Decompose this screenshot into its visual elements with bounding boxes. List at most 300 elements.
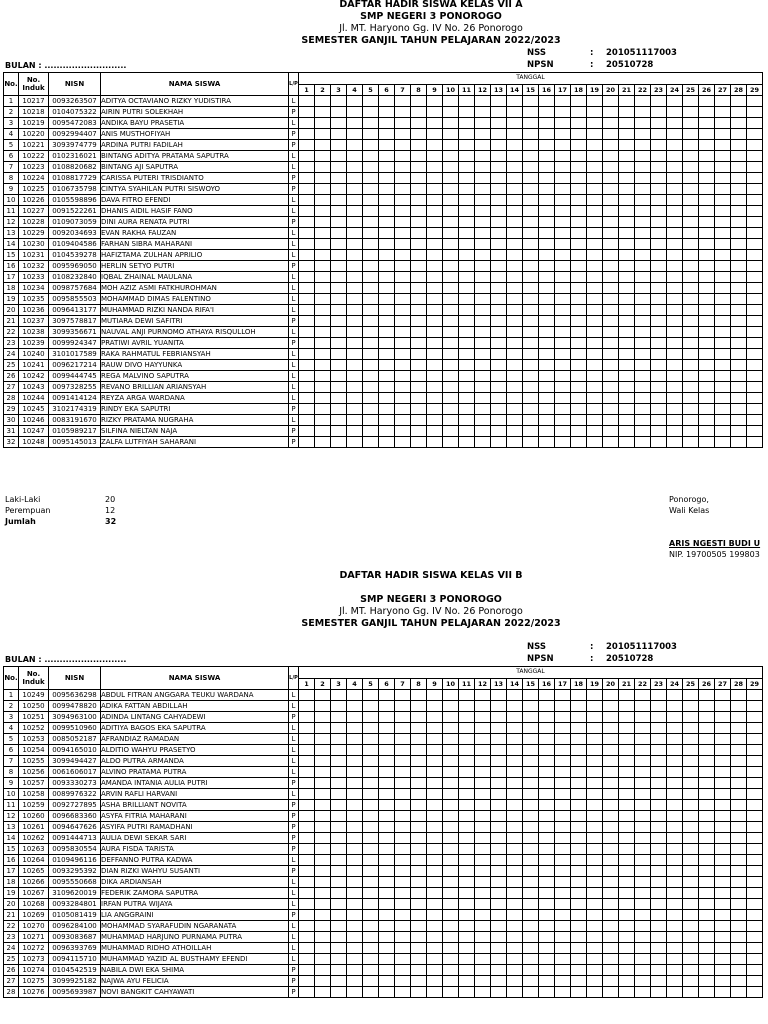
attendance-cell[interactable] [347,888,363,899]
attendance-cell[interactable] [587,767,603,778]
attendance-cell[interactable] [619,118,635,129]
attendance-cell[interactable] [411,239,427,250]
attendance-cell[interactable] [731,745,747,756]
attendance-cell[interactable] [603,118,619,129]
attendance-cell[interactable] [315,173,331,184]
attendance-cell[interactable] [619,822,635,833]
attendance-cell[interactable] [443,338,459,349]
attendance-cell[interactable] [443,987,459,998]
attendance-cell[interactable] [363,393,379,404]
attendance-cell[interactable] [507,877,523,888]
attendance-cell[interactable] [411,426,427,437]
attendance-cell[interactable] [683,745,699,756]
attendance-cell[interactable] [299,382,315,393]
attendance-cell[interactable] [683,261,699,272]
attendance-cell[interactable] [635,305,651,316]
attendance-cell[interactable] [523,987,539,998]
attendance-cell[interactable] [603,899,619,910]
attendance-cell[interactable] [603,349,619,360]
attendance-cell[interactable] [491,261,507,272]
attendance-cell[interactable] [651,96,667,107]
attendance-cell[interactable] [395,404,411,415]
attendance-cell[interactable] [715,976,731,987]
attendance-cell[interactable] [747,844,763,855]
attendance-cell[interactable] [555,932,571,943]
attendance-cell[interactable] [651,426,667,437]
attendance-cell[interactable] [731,899,747,910]
attendance-cell[interactable] [299,767,315,778]
attendance-cell[interactable] [635,954,651,965]
attendance-cell[interactable] [443,712,459,723]
attendance-cell[interactable] [555,811,571,822]
attendance-cell[interactable] [395,943,411,954]
attendance-cell[interactable] [587,844,603,855]
attendance-cell[interactable] [411,756,427,767]
attendance-cell[interactable] [347,305,363,316]
attendance-cell[interactable] [635,140,651,151]
attendance-cell[interactable] [491,415,507,426]
attendance-cell[interactable] [699,789,715,800]
attendance-cell[interactable] [347,844,363,855]
attendance-cell[interactable] [379,250,395,261]
attendance-cell[interactable] [315,261,331,272]
attendance-cell[interactable] [699,899,715,910]
attendance-cell[interactable] [411,250,427,261]
attendance-cell[interactable] [699,767,715,778]
attendance-cell[interactable] [395,954,411,965]
attendance-cell[interactable] [443,217,459,228]
attendance-cell[interactable] [635,107,651,118]
attendance-cell[interactable] [459,943,475,954]
attendance-cell[interactable] [427,712,443,723]
attendance-cell[interactable] [379,195,395,206]
attendance-cell[interactable] [427,228,443,239]
attendance-cell[interactable] [731,327,747,338]
attendance-cell[interactable] [347,767,363,778]
attendance-cell[interactable] [507,789,523,800]
attendance-cell[interactable] [475,734,491,745]
attendance-cell[interactable] [747,404,763,415]
attendance-cell[interactable] [651,184,667,195]
attendance-cell[interactable] [443,327,459,338]
attendance-cell[interactable] [667,382,683,393]
attendance-cell[interactable] [507,756,523,767]
attendance-cell[interactable] [507,888,523,899]
attendance-cell[interactable] [651,261,667,272]
attendance-cell[interactable] [555,96,571,107]
attendance-cell[interactable] [747,250,763,261]
attendance-cell[interactable] [683,800,699,811]
attendance-cell[interactable] [363,855,379,866]
attendance-cell[interactable] [363,712,379,723]
attendance-cell[interactable] [459,184,475,195]
attendance-cell[interactable] [443,360,459,371]
attendance-cell[interactable] [443,734,459,745]
attendance-cell[interactable] [667,921,683,932]
attendance-cell[interactable] [443,415,459,426]
attendance-cell[interactable] [363,107,379,118]
attendance-cell[interactable] [475,382,491,393]
attendance-cell[interactable] [491,107,507,118]
attendance-cell[interactable] [507,833,523,844]
attendance-cell[interactable] [603,393,619,404]
attendance-cell[interactable] [491,173,507,184]
attendance-cell[interactable] [699,327,715,338]
attendance-cell[interactable] [299,305,315,316]
attendance-cell[interactable] [667,118,683,129]
attendance-cell[interactable] [459,690,475,701]
attendance-cell[interactable] [667,690,683,701]
attendance-cell[interactable] [315,217,331,228]
attendance-cell[interactable] [555,789,571,800]
attendance-cell[interactable] [379,844,395,855]
attendance-cell[interactable] [299,833,315,844]
attendance-cell[interactable] [603,294,619,305]
attendance-cell[interactable] [619,162,635,173]
attendance-cell[interactable] [379,767,395,778]
attendance-cell[interactable] [587,855,603,866]
attendance-cell[interactable] [315,195,331,206]
attendance-cell[interactable] [347,360,363,371]
attendance-cell[interactable] [619,833,635,844]
attendance-cell[interactable] [539,217,555,228]
attendance-cell[interactable] [555,349,571,360]
attendance-cell[interactable] [715,723,731,734]
attendance-cell[interactable] [395,712,411,723]
attendance-cell[interactable] [395,338,411,349]
attendance-cell[interactable] [315,800,331,811]
attendance-cell[interactable] [331,316,347,327]
attendance-cell[interactable] [491,712,507,723]
attendance-cell[interactable] [411,173,427,184]
attendance-cell[interactable] [619,404,635,415]
attendance-cell[interactable] [683,217,699,228]
attendance-cell[interactable] [699,778,715,789]
attendance-cell[interactable] [571,272,587,283]
attendance-cell[interactable] [315,734,331,745]
attendance-cell[interactable] [395,371,411,382]
attendance-cell[interactable] [427,954,443,965]
attendance-cell[interactable] [747,195,763,206]
attendance-cell[interactable] [699,217,715,228]
attendance-cell[interactable] [331,206,347,217]
attendance-cell[interactable] [683,833,699,844]
attendance-cell[interactable] [395,173,411,184]
attendance-cell[interactable] [395,261,411,272]
attendance-cell[interactable] [539,811,555,822]
attendance-cell[interactable] [651,800,667,811]
attendance-cell[interactable] [491,888,507,899]
attendance-cell[interactable] [667,844,683,855]
attendance-cell[interactable] [363,404,379,415]
attendance-cell[interactable] [651,833,667,844]
attendance-cell[interactable] [363,833,379,844]
attendance-cell[interactable] [507,844,523,855]
attendance-cell[interactable] [635,822,651,833]
attendance-cell[interactable] [555,690,571,701]
attendance-cell[interactable] [331,338,347,349]
attendance-cell[interactable] [379,822,395,833]
attendance-cell[interactable] [523,822,539,833]
attendance-cell[interactable] [603,173,619,184]
attendance-cell[interactable] [507,910,523,921]
attendance-cell[interactable] [555,888,571,899]
attendance-cell[interactable] [523,382,539,393]
attendance-cell[interactable] [603,954,619,965]
attendance-cell[interactable] [475,415,491,426]
attendance-cell[interactable] [379,954,395,965]
attendance-cell[interactable] [683,129,699,140]
attendance-cell[interactable] [635,734,651,745]
attendance-cell[interactable] [539,107,555,118]
attendance-cell[interactable] [331,789,347,800]
attendance-cell[interactable] [555,943,571,954]
attendance-cell[interactable] [587,360,603,371]
attendance-cell[interactable] [523,305,539,316]
attendance-cell[interactable] [651,910,667,921]
attendance-cell[interactable] [331,162,347,173]
attendance-cell[interactable] [299,371,315,382]
attendance-cell[interactable] [507,866,523,877]
attendance-cell[interactable] [363,745,379,756]
attendance-cell[interactable] [587,954,603,965]
attendance-cell[interactable] [507,976,523,987]
attendance-cell[interactable] [747,899,763,910]
attendance-cell[interactable] [491,338,507,349]
attendance-cell[interactable] [603,162,619,173]
attendance-cell[interactable] [555,987,571,998]
attendance-cell[interactable] [347,261,363,272]
attendance-cell[interactable] [459,151,475,162]
attendance-cell[interactable] [315,206,331,217]
attendance-cell[interactable] [651,921,667,932]
attendance-cell[interactable] [475,888,491,899]
attendance-cell[interactable] [667,932,683,943]
attendance-cell[interactable] [395,294,411,305]
attendance-cell[interactable] [619,877,635,888]
attendance-cell[interactable] [395,701,411,712]
attendance-cell[interactable] [683,822,699,833]
attendance-cell[interactable] [731,173,747,184]
attendance-cell[interactable] [731,767,747,778]
attendance-cell[interactable] [635,987,651,998]
attendance-cell[interactable] [523,723,539,734]
attendance-cell[interactable] [603,767,619,778]
attendance-cell[interactable] [619,338,635,349]
attendance-cell[interactable] [571,206,587,217]
attendance-cell[interactable] [523,866,539,877]
attendance-cell[interactable] [491,217,507,228]
attendance-cell[interactable] [651,954,667,965]
attendance-cell[interactable] [507,404,523,415]
attendance-cell[interactable] [331,393,347,404]
attendance-cell[interactable] [379,107,395,118]
attendance-cell[interactable] [635,778,651,789]
attendance-cell[interactable] [443,393,459,404]
attendance-cell[interactable] [747,316,763,327]
attendance-cell[interactable] [715,96,731,107]
attendance-cell[interactable] [587,899,603,910]
attendance-cell[interactable] [715,327,731,338]
attendance-cell[interactable] [411,228,427,239]
attendance-cell[interactable] [715,910,731,921]
attendance-cell[interactable] [747,305,763,316]
attendance-cell[interactable] [299,712,315,723]
attendance-cell[interactable] [635,272,651,283]
attendance-cell[interactable] [299,129,315,140]
attendance-cell[interactable] [555,250,571,261]
attendance-cell[interactable] [411,261,427,272]
attendance-cell[interactable] [523,734,539,745]
attendance-cell[interactable] [587,382,603,393]
attendance-cell[interactable] [715,349,731,360]
attendance-cell[interactable] [315,107,331,118]
attendance-cell[interactable] [395,745,411,756]
attendance-cell[interactable] [363,778,379,789]
attendance-cell[interactable] [315,327,331,338]
attendance-cell[interactable] [299,118,315,129]
attendance-cell[interactable] [587,327,603,338]
attendance-cell[interactable] [475,723,491,734]
attendance-cell[interactable] [587,272,603,283]
attendance-cell[interactable] [427,173,443,184]
attendance-cell[interactable] [667,723,683,734]
attendance-cell[interactable] [683,140,699,151]
attendance-cell[interactable] [331,855,347,866]
attendance-cell[interactable] [683,943,699,954]
attendance-cell[interactable] [507,855,523,866]
attendance-cell[interactable] [699,195,715,206]
attendance-cell[interactable] [555,206,571,217]
attendance-cell[interactable] [635,932,651,943]
attendance-cell[interactable] [555,855,571,866]
attendance-cell[interactable] [555,239,571,250]
attendance-cell[interactable] [539,206,555,217]
attendance-cell[interactable] [411,712,427,723]
attendance-cell[interactable] [363,261,379,272]
attendance-cell[interactable] [315,701,331,712]
attendance-cell[interactable] [379,349,395,360]
attendance-cell[interactable] [683,789,699,800]
attendance-cell[interactable] [427,382,443,393]
attendance-cell[interactable] [379,239,395,250]
attendance-cell[interactable] [491,162,507,173]
attendance-cell[interactable] [619,701,635,712]
attendance-cell[interactable] [539,866,555,877]
attendance-cell[interactable] [603,910,619,921]
attendance-cell[interactable] [683,976,699,987]
attendance-cell[interactable] [555,712,571,723]
attendance-cell[interactable] [715,767,731,778]
attendance-cell[interactable] [443,778,459,789]
attendance-cell[interactable] [587,107,603,118]
attendance-cell[interactable] [379,140,395,151]
attendance-cell[interactable] [683,756,699,767]
attendance-cell[interactable] [507,184,523,195]
attendance-cell[interactable] [571,921,587,932]
attendance-cell[interactable] [651,767,667,778]
attendance-cell[interactable] [603,800,619,811]
attendance-cell[interactable] [667,712,683,723]
attendance-cell[interactable] [731,184,747,195]
attendance-cell[interactable] [411,338,427,349]
attendance-cell[interactable] [459,382,475,393]
attendance-cell[interactable] [571,800,587,811]
attendance-cell[interactable] [555,745,571,756]
attendance-cell[interactable] [363,338,379,349]
attendance-cell[interactable] [651,701,667,712]
attendance-cell[interactable] [587,789,603,800]
attendance-cell[interactable] [683,349,699,360]
attendance-cell[interactable] [475,833,491,844]
attendance-cell[interactable] [699,745,715,756]
attendance-cell[interactable] [731,382,747,393]
attendance-cell[interactable] [539,976,555,987]
attendance-cell[interactable] [539,921,555,932]
attendance-cell[interactable] [315,228,331,239]
attendance-cell[interactable] [331,228,347,239]
attendance-cell[interactable] [347,833,363,844]
attendance-cell[interactable] [619,140,635,151]
attendance-cell[interactable] [555,228,571,239]
attendance-cell[interactable] [603,250,619,261]
attendance-cell[interactable] [491,811,507,822]
attendance-cell[interactable] [571,437,587,448]
attendance-cell[interactable] [507,426,523,437]
attendance-cell[interactable] [747,965,763,976]
attendance-cell[interactable] [395,734,411,745]
attendance-cell[interactable] [363,195,379,206]
attendance-cell[interactable] [459,899,475,910]
attendance-cell[interactable] [459,294,475,305]
attendance-cell[interactable] [379,701,395,712]
attendance-cell[interactable] [363,723,379,734]
attendance-cell[interactable] [427,910,443,921]
attendance-cell[interactable] [619,173,635,184]
attendance-cell[interactable] [331,734,347,745]
attendance-cell[interactable] [427,426,443,437]
attendance-cell[interactable] [475,140,491,151]
attendance-cell[interactable] [379,96,395,107]
attendance-cell[interactable] [299,910,315,921]
attendance-cell[interactable] [347,107,363,118]
attendance-cell[interactable] [619,712,635,723]
attendance-cell[interactable] [523,272,539,283]
attendance-cell[interactable] [635,910,651,921]
attendance-cell[interactable] [683,932,699,943]
attendance-cell[interactable] [635,184,651,195]
attendance-cell[interactable] [747,932,763,943]
attendance-cell[interactable] [539,239,555,250]
attendance-cell[interactable] [379,360,395,371]
attendance-cell[interactable] [363,305,379,316]
attendance-cell[interactable] [491,833,507,844]
attendance-cell[interactable] [667,756,683,767]
attendance-cell[interactable] [699,261,715,272]
attendance-cell[interactable] [571,239,587,250]
attendance-cell[interactable] [699,976,715,987]
attendance-cell[interactable] [395,162,411,173]
attendance-cell[interactable] [747,954,763,965]
attendance-cell[interactable] [379,888,395,899]
attendance-cell[interactable] [331,305,347,316]
attendance-cell[interactable] [731,855,747,866]
attendance-cell[interactable] [475,954,491,965]
attendance-cell[interactable] [379,690,395,701]
attendance-cell[interactable] [523,690,539,701]
attendance-cell[interactable] [635,811,651,822]
attendance-cell[interactable] [555,272,571,283]
